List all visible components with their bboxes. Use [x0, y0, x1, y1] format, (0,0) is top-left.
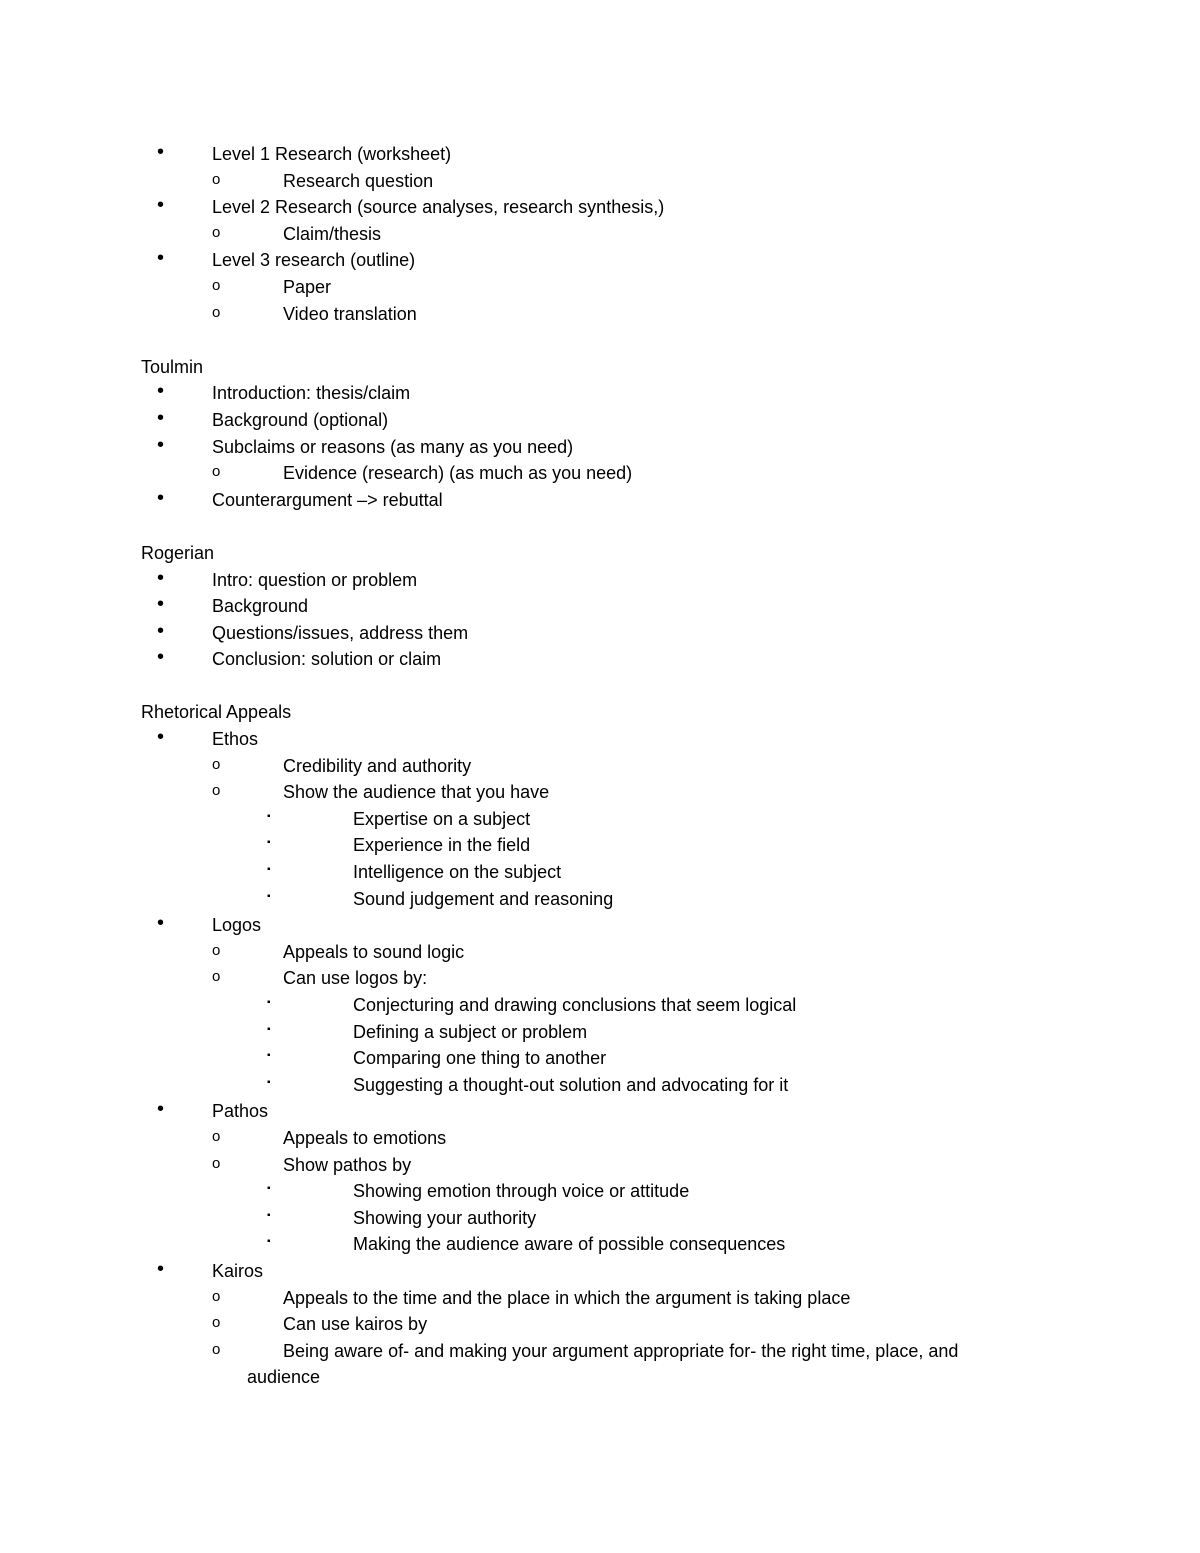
section-heading [0, 699, 1200, 726]
line-text: Appeals to the time and the place in which the argument is taking place [283, 1287, 851, 1308]
list-item-continuation [0, 1364, 1200, 1391]
line-text: Experience in the field [353, 835, 531, 856]
line-text: Counterargument –> rebuttal [212, 489, 443, 510]
line-text: Credibility and authority [283, 755, 472, 776]
bullet-circle-icon: o [212, 1127, 221, 1145]
line-text: Introduction: thesis/claim [212, 383, 411, 404]
line-text: Level 3 research (outline) [212, 250, 416, 271]
line-text: Kairos [212, 1260, 264, 1281]
bullet-disc-icon: • [157, 726, 165, 749]
bullet-circle-icon: o [212, 755, 221, 773]
bullet-circle-icon: o [212, 463, 221, 481]
bullet-disc-icon: • [157, 1098, 165, 1121]
blank-line [0, 513, 1200, 540]
line-text: Level 1 Research (worksheet) [212, 144, 452, 164]
list-item-level-2 [0, 1285, 1200, 1312]
list-item-level-3 [0, 806, 1200, 833]
list-item-level-2 [0, 301, 1200, 328]
list-item-level-1 [0, 620, 1200, 647]
bullet-square-icon: ▪ [267, 837, 271, 849]
line-text: Video translation [283, 303, 417, 324]
list-item-level-1 [0, 407, 1200, 434]
bullet-square-icon: ▪ [267, 864, 271, 876]
line-text: Conclusion: solution or claim [212, 649, 442, 670]
line-text: Appeals to emotions [283, 1127, 447, 1148]
list-item-level-1 [0, 646, 1200, 673]
line-text: Logos [212, 915, 262, 936]
line-text: Level 2 Research (source analyses, research synthesis,) [212, 197, 665, 218]
line-text: Being aware of- and making your argument appropriate for- the right time, place, and [283, 1340, 959, 1361]
line-text: Showing your authority [353, 1207, 537, 1228]
line-text: Making the audience aware of possible consequences [353, 1234, 786, 1255]
line-text: Claim/thesis [283, 223, 382, 244]
list-item-level-3 [0, 832, 1200, 859]
bullet-square-icon: ▪ [267, 1209, 271, 1221]
list-item-level-3 [0, 886, 1200, 913]
bullet-square-icon: ▪ [267, 1050, 271, 1062]
bullet-disc-icon: • [157, 486, 165, 509]
list-item-level-1 [0, 434, 1200, 461]
line-text: Pathos [212, 1101, 269, 1122]
bullet-square-icon: ▪ [267, 1076, 271, 1088]
line-text: Can use logos by: [283, 968, 428, 989]
line-text: Background [212, 596, 309, 617]
bullet-disc-icon: • [157, 912, 165, 935]
line-text: Intro: question or problem [212, 569, 418, 590]
list-item-level-2 [0, 779, 1200, 806]
line-text: Conjecturing and drawing conclusions that seem logical [353, 995, 797, 1015]
bullet-disc-icon: • [157, 247, 165, 270]
bullet-square-icon: ▪ [267, 890, 271, 902]
list-item-level-1 [0, 487, 1200, 514]
line-text: Toulmin [141, 356, 204, 377]
list-item-level-3 [0, 1205, 1200, 1232]
list-item-level-3 [0, 1045, 1200, 1072]
list-item-level-3 [0, 1231, 1200, 1258]
bullet-disc-icon: • [157, 1257, 165, 1280]
bullet-circle-icon: o [212, 941, 221, 959]
blank-line [0, 327, 1200, 354]
line-text: Expertise on a subject [353, 808, 531, 829]
list-item-level-2 [0, 274, 1200, 301]
line-text: Background (optional) [212, 409, 389, 430]
line-text: Sound judgement and reasoning [353, 888, 614, 909]
line-text: Subclaims or reasons (as many as you need) [212, 436, 574, 457]
bullet-square-icon: ▪ [267, 997, 271, 1008]
line-text: Show the audience that you have [283, 782, 550, 803]
bullet-disc-icon: • [157, 433, 165, 456]
line-text: Paper [283, 276, 332, 297]
bullet-circle-icon: o [212, 1314, 221, 1332]
list-item-level-1 [0, 1098, 1200, 1125]
bullet-square-icon: ▪ [267, 810, 271, 822]
list-item-level-3 [0, 992, 1200, 1019]
bullet-circle-icon: o [212, 170, 221, 188]
list-item-level-2 [0, 168, 1200, 195]
list-item-level-2 [0, 1125, 1200, 1152]
document-body [0, 141, 1200, 1391]
list-item-level-2 [0, 965, 1200, 992]
bullet-disc-icon: • [157, 566, 165, 589]
list-item-level-2 [0, 221, 1200, 248]
bullet-circle-icon: o [212, 782, 221, 800]
line-text: Questions/issues, address them [212, 622, 469, 643]
bullet-circle-icon: o [212, 276, 221, 294]
bullet-disc-icon: • [157, 380, 165, 403]
bullet-disc-icon: • [157, 141, 165, 163]
bullet-circle-icon: o [212, 1154, 221, 1172]
line-text: Defining a subject or problem [353, 1021, 588, 1042]
list-item-level-1 [0, 593, 1200, 620]
line-text: Rhetorical Appeals [141, 702, 292, 723]
bullet-disc-icon: • [157, 194, 165, 217]
line-text: audience [247, 1367, 321, 1388]
list-item-level-2 [0, 1311, 1200, 1338]
line-text: Appeals to sound logic [283, 941, 465, 962]
line-text: Rogerian [141, 542, 215, 563]
line-text: Research question [283, 170, 434, 191]
bullet-square-icon: ▪ [267, 1023, 271, 1035]
list-item-level-1 [0, 380, 1200, 407]
line-text: Can use kairos by [283, 1314, 428, 1335]
section-heading [0, 354, 1200, 381]
bullet-square-icon: ▪ [267, 1236, 271, 1248]
line-text: Ethos [212, 729, 259, 750]
line-text: Intelligence on the subject [353, 862, 562, 883]
bullet-circle-icon: o [212, 223, 221, 241]
line-text: Showing emotion through voice or attitude [353, 1181, 690, 1202]
list-item-level-1 [0, 247, 1200, 274]
bullet-circle-icon: o [212, 1340, 221, 1358]
line-text: Evidence (research) (as much as you need) [283, 463, 633, 484]
list-item-level-1 [0, 567, 1200, 594]
bullet-disc-icon: • [157, 593, 165, 616]
section-heading [0, 540, 1200, 567]
list-item-level-3 [0, 1178, 1200, 1205]
list-item-level-1 [0, 1258, 1200, 1285]
line-text: Comparing one thing to another [353, 1048, 607, 1069]
list-item-level-3 [0, 1019, 1200, 1046]
bullet-circle-icon: o [212, 968, 221, 986]
bullet-disc-icon: • [157, 619, 165, 642]
list-item-level-3 [0, 1072, 1200, 1099]
list-item-level-2 [0, 753, 1200, 780]
list-item-level-1 [0, 194, 1200, 221]
bullet-disc-icon: • [157, 406, 165, 429]
line-text: Suggesting a thought-out solution and advocating for it [353, 1074, 789, 1095]
list-item-level-2 [0, 460, 1200, 487]
list-item-level-3 [0, 859, 1200, 886]
list-item-level-2 [0, 1152, 1200, 1179]
line-text: Show pathos by [283, 1154, 412, 1175]
bullet-circle-icon: o [212, 303, 221, 321]
bullet-circle-icon: o [212, 1287, 221, 1305]
bullet-square-icon: ▪ [267, 1183, 271, 1195]
list-item-level-2 [0, 939, 1200, 966]
blank-line [0, 673, 1200, 700]
list-item-level-1 [0, 726, 1200, 753]
list-item-level-1 [0, 141, 1200, 168]
bullet-disc-icon: • [157, 646, 165, 669]
list-item-level-1 [0, 912, 1200, 939]
list-item-level-2 [0, 1338, 1200, 1365]
